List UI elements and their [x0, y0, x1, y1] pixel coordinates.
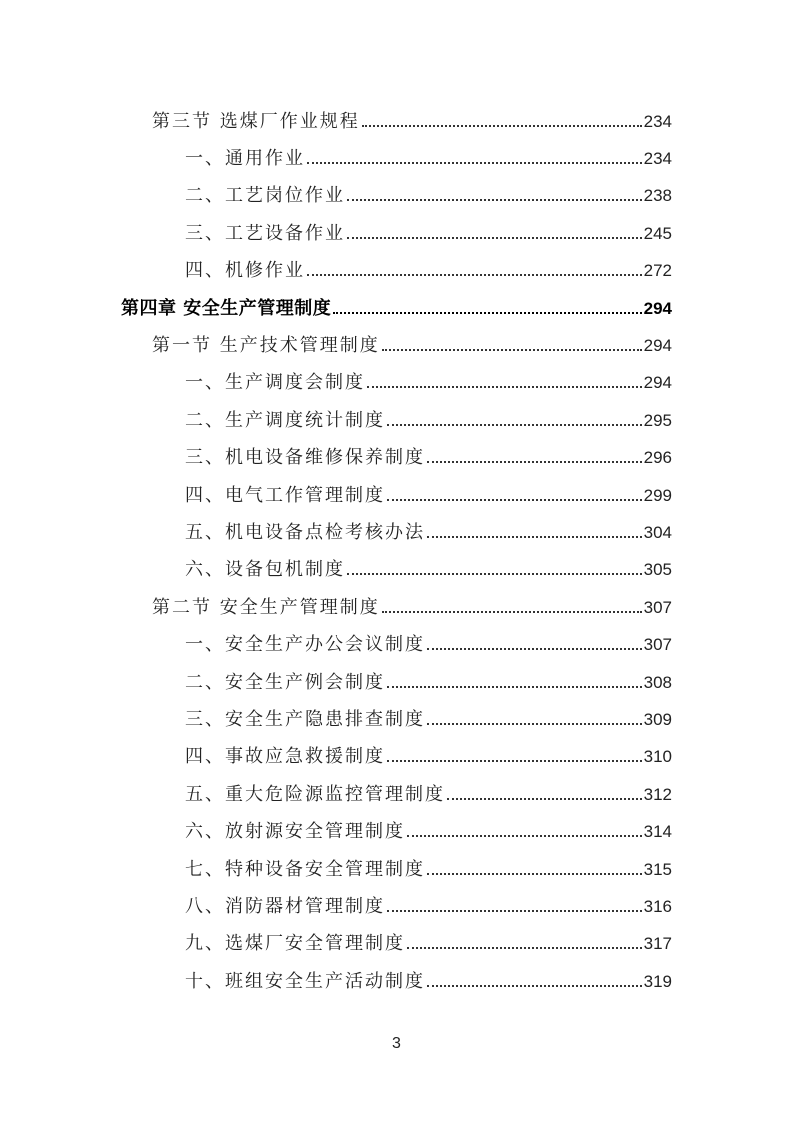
toc-entry-title: 八、消防器材管理制度: [185, 895, 385, 917]
toc-entry-item[interactable]: [0, 138, 793, 175]
toc-entry-title: 十、班组安全生产活动制度: [185, 970, 425, 992]
toc-entry-line: [185, 742, 672, 768]
toc-entry-line: [185, 219, 672, 245]
toc-entry-page: 294: [643, 373, 672, 393]
toc-entry-title: 第二节 安全生产管理制度: [152, 596, 380, 618]
toc-entry-line: [185, 481, 672, 507]
toc-entry-title: 九、选煤厂安全管理制度: [185, 933, 405, 955]
toc-entry-title: 一、安全生产办公会议制度: [185, 634, 425, 656]
dot-leader: [333, 312, 641, 314]
toc-entry-line: [185, 929, 672, 955]
toc-entry-page: 294: [643, 298, 672, 318]
toc-entry-line: [185, 668, 672, 694]
toc-entry-title: 七、特种设备安全管理制度: [185, 858, 425, 880]
toc-entry-item[interactable]: [0, 363, 793, 400]
toc-entry-page: 245: [643, 223, 672, 243]
toc-entry-item[interactable]: [0, 625, 793, 662]
toc-entry-chapter[interactable]: [0, 288, 793, 325]
dot-leader: [387, 424, 642, 426]
toc-entry-title: 一、生产调度会制度: [185, 372, 365, 394]
toc-entry-line: [185, 855, 672, 881]
dot-leader: [447, 798, 642, 800]
toc-entry-line: [185, 892, 672, 918]
dot-leader: [427, 461, 642, 463]
toc-entry-page: 308: [643, 672, 672, 692]
toc-entry-title: 第四章 安全生产管理制度: [121, 297, 332, 319]
toc-entry-page: 234: [643, 148, 672, 168]
dot-leader: [407, 947, 642, 949]
dot-leader: [387, 499, 642, 501]
dot-leader: [407, 835, 642, 837]
toc-entry-title: 三、机电设备维修保养制度: [185, 447, 425, 469]
toc-entry-line: [152, 331, 672, 357]
toc-entry-line: [185, 817, 672, 843]
dot-leader: [347, 199, 642, 201]
toc-entry-line: [185, 443, 672, 469]
toc-entry-line: [185, 406, 672, 432]
dot-leader: [362, 125, 642, 127]
toc-entry-title: 二、工艺岗位作业: [185, 185, 345, 207]
toc-entry-page: 315: [643, 859, 672, 879]
toc-entry-page: 312: [643, 784, 672, 804]
toc-entry-title: 第一节 生产技术管理制度: [152, 334, 380, 356]
toc-entry-page: 304: [643, 522, 672, 542]
toc-entry-page: 299: [643, 485, 672, 505]
toc-entry-title: 四、事故应急救援制度: [185, 746, 385, 768]
toc-entry-page: 317: [643, 934, 672, 954]
dot-leader: [307, 162, 642, 164]
toc-entry-item[interactable]: [0, 213, 793, 250]
toc-entry-section[interactable]: [0, 325, 793, 362]
toc-entry-title: 一、通用作业: [185, 147, 305, 169]
dot-leader: [382, 349, 642, 351]
toc-entry-page: 272: [643, 261, 672, 281]
dot-leader: [347, 573, 642, 575]
toc-entry-line: [152, 593, 672, 619]
toc-entry-section[interactable]: [0, 101, 793, 138]
toc-entry-item[interactable]: [0, 438, 793, 475]
dot-leader: [382, 611, 642, 613]
toc-entry-item[interactable]: [0, 737, 793, 774]
toc-entry-title: 三、安全生产隐患排查制度: [185, 708, 425, 730]
toc-entry-page: 310: [643, 747, 672, 767]
toc-entry-item[interactable]: [0, 550, 793, 587]
toc-entry-section[interactable]: [0, 587, 793, 624]
dot-leader: [307, 274, 642, 276]
dot-leader: [427, 723, 642, 725]
dot-leader: [427, 536, 642, 538]
toc-entry-page: 295: [643, 410, 672, 430]
toc-entry-line: [185, 256, 672, 282]
toc-entry-item[interactable]: [0, 812, 793, 849]
toc-entry-title: 三、工艺设备作业: [185, 222, 345, 244]
toc-entry-item[interactable]: [0, 924, 793, 961]
toc-entry-item[interactable]: [0, 662, 793, 699]
toc-entry-line: [185, 181, 672, 207]
toc-entry-item[interactable]: [0, 475, 793, 512]
toc-entry-title: 第三节 选煤厂作业规程: [152, 110, 360, 132]
toc-entry-item[interactable]: [0, 176, 793, 213]
dot-leader: [387, 760, 642, 762]
toc-entry-item[interactable]: [0, 774, 793, 811]
toc-entry-item[interactable]: [0, 849, 793, 886]
toc-entry-line: [185, 705, 672, 731]
dot-leader: [367, 386, 642, 388]
toc-entry-title: 六、放射源安全管理制度: [185, 821, 405, 843]
toc-entry-item[interactable]: [0, 961, 793, 998]
toc-entry-line: [185, 780, 672, 806]
toc-entry-page: 307: [643, 635, 672, 655]
toc-entry-item[interactable]: [0, 400, 793, 437]
toc-entry-title: 二、生产调度统计制度: [185, 409, 385, 431]
toc-entry-title: 二、安全生产例会制度: [185, 671, 385, 693]
toc-entry-page: 309: [643, 709, 672, 729]
toc-entry-line: [185, 555, 672, 581]
dot-leader: [427, 985, 642, 987]
toc-entry-item[interactable]: [0, 251, 793, 288]
toc-entry-item[interactable]: [0, 512, 793, 549]
toc-entry-page: 307: [643, 597, 672, 617]
toc-entry-page: 319: [643, 971, 672, 991]
toc-entry-line: [185, 967, 672, 993]
toc-entry-title: 四、机修作业: [185, 260, 305, 282]
toc-entry-line: [185, 368, 672, 394]
dot-leader: [387, 686, 642, 688]
toc-entry-title: 六、设备包机制度: [185, 559, 345, 581]
toc-entry-title: 四、电气工作管理制度: [185, 484, 385, 506]
toc-entry-item[interactable]: [0, 699, 793, 736]
toc-entry-page: 305: [643, 560, 672, 580]
toc-entry-line: [185, 144, 672, 170]
toc-entry-page: 296: [643, 448, 672, 468]
toc-entry-page: 238: [643, 186, 672, 206]
toc-entry-line: [185, 630, 672, 656]
dot-leader: [427, 648, 642, 650]
page-number: 3: [392, 1035, 401, 1052]
toc-entry-page: 234: [643, 111, 672, 131]
toc-entry-title: 五、重大危险源监控管理制度: [185, 783, 445, 805]
toc-entry-item[interactable]: [0, 886, 793, 923]
toc-entry-page: 316: [643, 896, 672, 916]
toc-entry-line: [121, 294, 672, 320]
dot-leader: [427, 873, 642, 875]
toc-entry-line: [185, 518, 672, 544]
toc-entry-page: 294: [643, 335, 672, 355]
dot-leader: [347, 237, 642, 239]
toc-entry-page: 314: [643, 822, 672, 842]
dot-leader: [387, 910, 642, 912]
toc-entry-title: 五、机电设备点检考核办法: [185, 521, 425, 543]
toc-entry-line: [152, 107, 672, 133]
